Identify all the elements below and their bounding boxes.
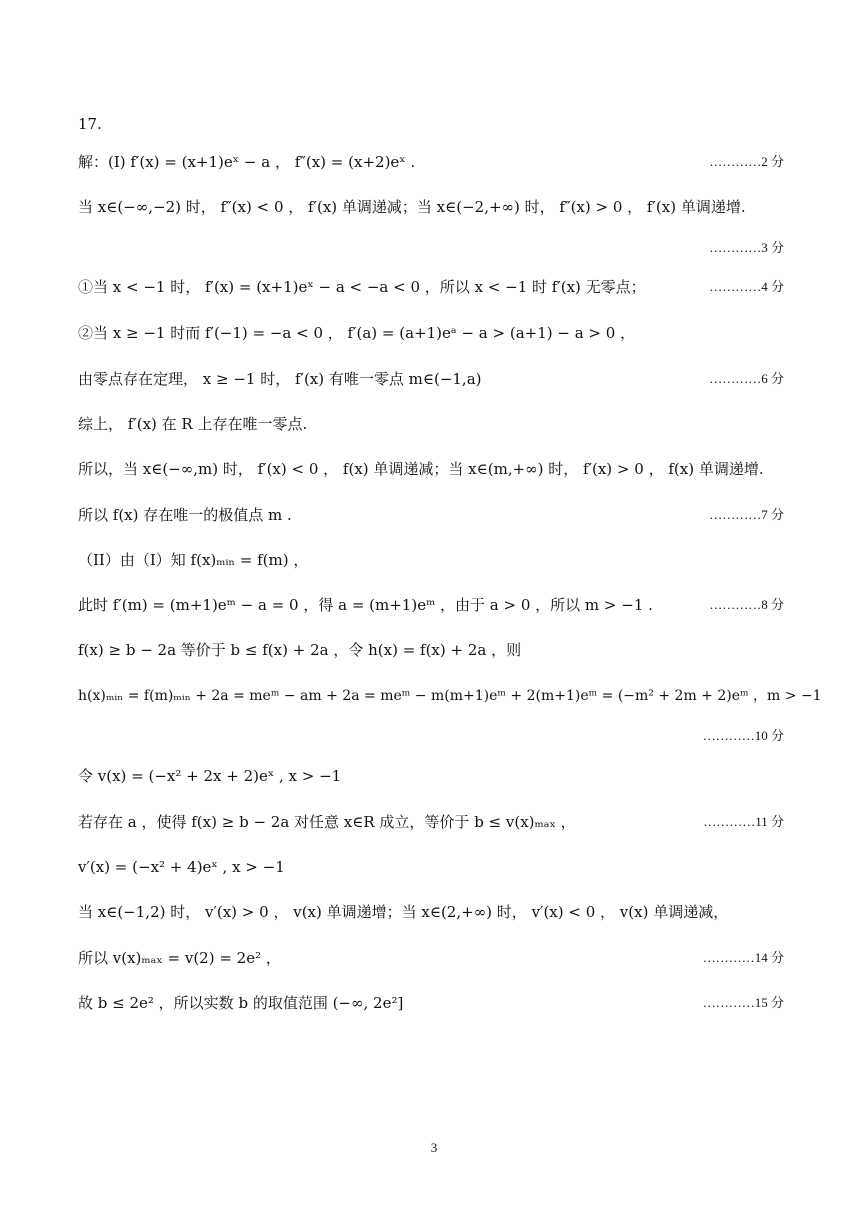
solution-line: 由零点存在定理， x ≥ −1 时， f′(x) 有唯一零点 m∈(−1,a) bbox=[78, 370, 482, 388]
solution-line: ②当 x ≥ −1 时而 f′(−1) = −a < 0 ， f′(a) = (a+1)eᵃ − a > (a+1) − a > 0 ， bbox=[78, 324, 636, 342]
solution-line: 令 v(x) = (−x² + 2x + 2)eˣ , x > −1 bbox=[78, 767, 342, 785]
problem-number: 17. bbox=[78, 115, 102, 133]
score-mark: …………2 分 bbox=[709, 154, 784, 169]
solution-line: f(x) ≥ b − 2a 等价于 b ≤ f(x) + 2a ，令 h(x) = f(x) + 2a ，则 bbox=[78, 641, 522, 659]
solution-line: 若存在 a ，使得 f(x) ≥ b − 2a 对任意 x∈R 成立，等价于 b ≤ v(x)ₘₐₓ ， bbox=[78, 813, 576, 831]
page-number: 3 bbox=[430, 1140, 438, 1155]
solution-line: v′(x) = (−x² + 4)eˣ , x > −1 bbox=[78, 858, 285, 876]
score-mark: …………7 分 bbox=[709, 507, 784, 522]
score-mark: …………8 分 bbox=[709, 597, 784, 612]
solution-line: 综上， f′(x) 在 R 上存在唯一零点. bbox=[78, 415, 308, 433]
score-mark: …………6 分 bbox=[709, 371, 784, 386]
solution-line: 所以 v(x)ₘₐₓ = v(2) = 2e² ， bbox=[78, 949, 281, 967]
solution-line: 当 x∈(−∞,−2) 时， f″(x) < 0 ， f′(x) 单调递减；当 x∈(−2,+∞) 时， f″(x) > 0 ， f′(x) 单调递增. bbox=[78, 198, 746, 216]
solution-line: （II）由（I）知 f(x)ₘᵢₙ = f(m) ， bbox=[78, 551, 309, 569]
solution-line: 当 x∈(−1,2) 时， v′(x) > 0 ， v(x) 单调递增；当 x∈(2,+∞) 时， v′(x) < 0 ， v(x) 单调递减， bbox=[78, 903, 729, 921]
score-mark: …………4 分 bbox=[709, 279, 784, 294]
score-mark: …………11 分 bbox=[703, 814, 784, 829]
solution-line: ①当 x < −1 时， f′(x) = (x+1)eˣ − a < −a < 0 ，所以 x < −1 时 f′(x) 无零点； bbox=[78, 278, 646, 296]
solution-line: 所以 f(x) 存在唯一的极值点 m . bbox=[78, 506, 292, 524]
solution-line: h(x)ₘᵢₙ = f(m)ₘᵢₙ + 2a = meᵐ − am + 2a = meᵐ − m(m+1)eᵐ + 2(m+1)eᵐ = (−m² + 2m + 2)eᵐ ，m > −1 bbox=[78, 688, 822, 704]
score-mark: …………3 分 bbox=[709, 240, 784, 255]
solution-line: 所以，当 x∈(−∞,m) 时， f′(x) < 0 ， f(x) 单调递减；当 x∈(m,+∞) 时， f′(x) > 0 ， f(x) 单调递增. bbox=[78, 460, 764, 478]
solution-line: 故 b ≤ 2e² ，所以实数 b 的取值范围 (−∞, 2e²] bbox=[78, 994, 404, 1012]
score-mark: …………15 分 bbox=[702, 995, 784, 1010]
solution-line: 此时 f′(m) = (m+1)eᵐ − a = 0 ，得 a = (m+1)eᵐ ，由于 a > 0 ，所以 m > −1 . bbox=[78, 596, 653, 614]
score-mark: …………10 分 bbox=[702, 728, 784, 743]
solution-line: 解：(I) f′(x) = (x+1)eˣ − a ， f″(x) = (x+2)eˣ . bbox=[78, 153, 416, 171]
score-mark: …………14 分 bbox=[702, 950, 784, 965]
